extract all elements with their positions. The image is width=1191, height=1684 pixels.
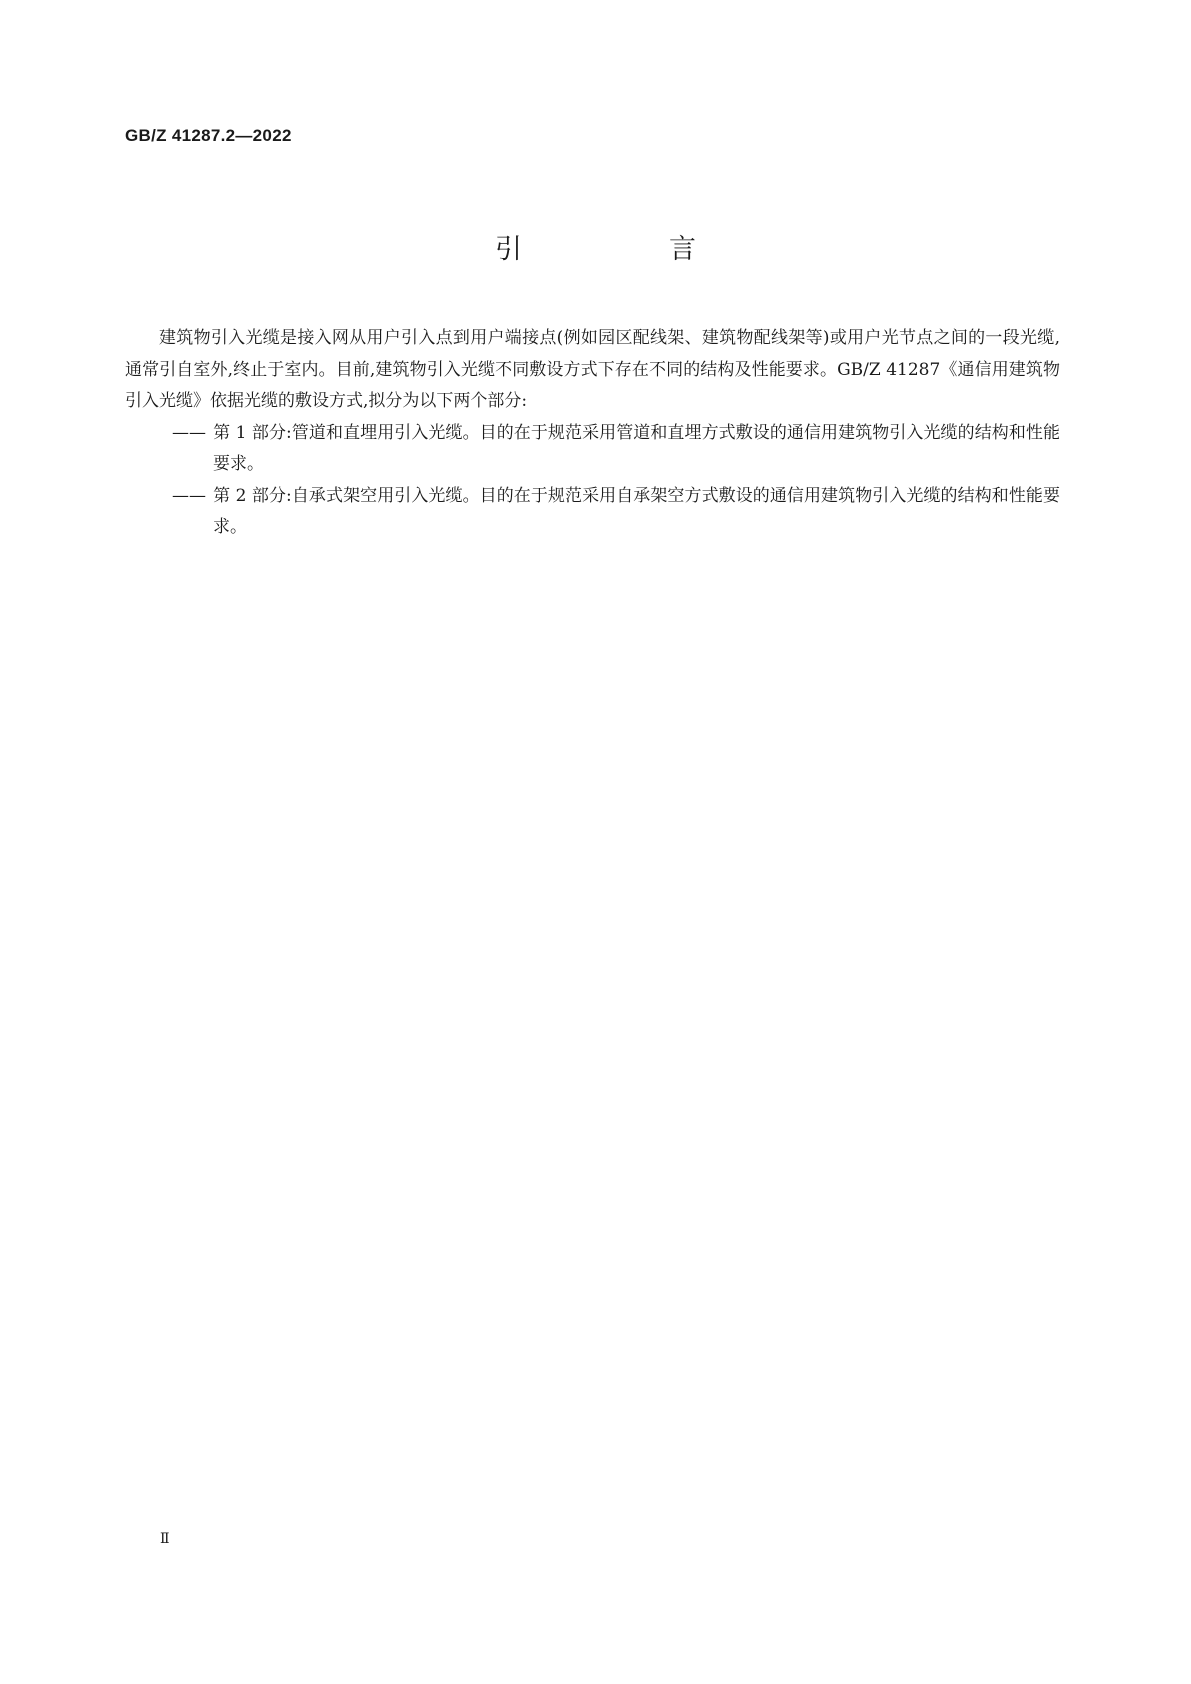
page-title: 引 言 — [495, 234, 756, 265]
list-item-part-2 — [125, 481, 1060, 544]
standard-number: GB/Z 41287.2—2022 — [125, 126, 292, 145]
list-item-part-1 — [125, 418, 1060, 481]
document-body — [125, 323, 1060, 544]
page-number: Ⅱ — [160, 1532, 170, 1547]
list-item-text: 第 2 部分:自承式架空用引入光缆。目的在于规范采用自承架空方式敷设的通信用建筑物引入光缆的结构和性能要求。 — [213, 485, 1060, 537]
list-dash: —— — [172, 422, 206, 443]
list-dash: —— — [172, 485, 206, 506]
intro-paragraph: 建筑物引入光缆是接入网从用户引入点到用户端接点(例如园区配线架、建筑物配线架等)或用户光节点之间的一段光缆,通常引自室外,终止于室内。目前,建筑物引入光缆不同敷设方式下存在不同的结构及性能要求。GB/Z 41287《通信用建筑物引入光缆》依据光缆的敷设方式,拟分为以下两个部分: — [125, 328, 1060, 411]
list-item-text: 第 1 部分:管道和直埋用引入光缆。目的在于规范采用管道和直埋方式敷设的通信用建筑物引入光缆的结构和性能要求。 — [213, 422, 1060, 474]
